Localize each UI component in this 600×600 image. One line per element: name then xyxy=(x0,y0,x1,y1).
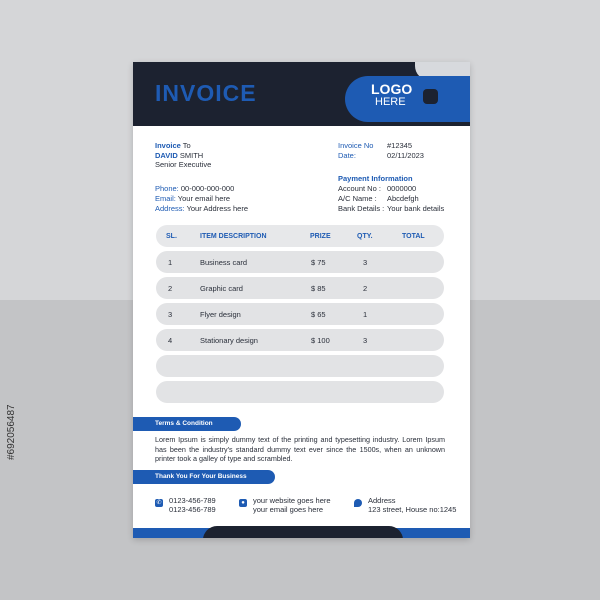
row-item: Flyer design xyxy=(200,310,241,319)
date-label: Date: xyxy=(338,151,356,160)
row-price: $ 65 xyxy=(311,310,326,319)
terms-title: Terms & Condition xyxy=(155,420,213,427)
stock-id: #692056487 xyxy=(6,404,17,460)
footer-website: your website goes here xyxy=(253,496,331,505)
row-qty: 3 xyxy=(363,336,368,345)
header-qty: QTY. xyxy=(357,233,373,240)
invoice-no-value: #12345 xyxy=(387,141,413,150)
terms-bar xyxy=(133,417,241,431)
phone-icon: ✆ xyxy=(156,500,162,506)
row-qty: 1 xyxy=(363,310,368,319)
invoice-sheet xyxy=(133,62,470,538)
date-value: 02/11/2023 xyxy=(387,151,424,160)
row-sl: 1 xyxy=(168,258,173,267)
address-row xyxy=(155,204,248,213)
invoice-to-rest: To xyxy=(180,141,191,150)
phone-row xyxy=(155,184,234,193)
row-price: $ 85 xyxy=(311,284,326,293)
footer-address: 123 street, House no:1245 xyxy=(368,505,457,514)
row-price: $ 100 xyxy=(311,336,330,345)
email-row xyxy=(155,194,230,203)
logo-subtext: HERE xyxy=(375,96,406,108)
client-first-name: DAVID xyxy=(155,151,178,160)
row-sl: 4 xyxy=(168,336,173,345)
table-row xyxy=(156,329,444,351)
footer-email: your email goes here xyxy=(253,505,324,514)
header-sl: SL. xyxy=(166,233,177,240)
location-icon xyxy=(354,499,362,507)
row-sl: 3 xyxy=(168,310,173,319)
account-no-value: 0000000 xyxy=(387,184,417,193)
bank-label: Bank Details : xyxy=(338,204,385,213)
invoice-title: INVOICE xyxy=(155,80,257,106)
client-last-name: SMITH xyxy=(177,151,204,160)
ac-name-label: A/C Name : xyxy=(338,194,377,203)
invoice-to-label xyxy=(155,141,191,150)
phone-label: Phone: xyxy=(155,184,179,193)
header-price: PRIZE xyxy=(310,233,331,240)
footer-phone-1: 0123-456-789 xyxy=(169,496,216,505)
footer-address-title: Address xyxy=(368,496,396,505)
footer-band xyxy=(203,526,403,538)
table-row xyxy=(156,251,444,273)
table-row-empty xyxy=(156,381,444,403)
invoice-to-bold: Invoice xyxy=(155,141,181,150)
email-label: Email: xyxy=(155,194,176,203)
address-label: Address: xyxy=(155,204,185,213)
bank-value: Your bank details xyxy=(387,204,445,213)
payment-title: Payment Information xyxy=(338,174,413,183)
client-name xyxy=(155,151,203,160)
row-sl: 2 xyxy=(168,284,173,293)
table-header xyxy=(156,225,444,247)
thanks-text: Thank You For Your Business xyxy=(155,473,247,480)
row-item: Business card xyxy=(200,258,248,267)
phone-value: 00-000-000-000 xyxy=(180,184,235,193)
row-price: $ 75 xyxy=(311,258,326,267)
header-total: TOTAL xyxy=(402,233,425,240)
thanks-bar xyxy=(133,470,275,484)
account-no-label: Account No : xyxy=(338,184,381,193)
terms-text: Lorem Ipsum is simply dummy text of the printing and typesetting industry. Lorem Ipsum has been the industry's standard dummy text ever since the 1500s, when an unknown printer took a galley of type and scrambled. xyxy=(155,435,445,464)
footer-phone-2: 0123-456-789 xyxy=(169,505,216,514)
table-row xyxy=(156,277,444,299)
address-value: Your Address here xyxy=(186,204,248,213)
row-item: Stationary design xyxy=(200,336,258,345)
row-qty: 2 xyxy=(363,284,368,293)
row-qty: 3 xyxy=(363,258,368,267)
table-row-empty xyxy=(156,355,444,377)
globe-icon: ● xyxy=(239,499,247,507)
invoice-no-label: Invoice No xyxy=(338,141,374,150)
row-item: Graphic card xyxy=(200,284,243,293)
logo-mark-icon xyxy=(423,89,438,104)
table-row xyxy=(156,303,444,325)
client-position: Senior Executive xyxy=(155,160,212,169)
ac-name-value: Abcdefgh xyxy=(387,194,419,203)
email-value: Your email here xyxy=(177,194,231,203)
header-item: ITEM DESCRIPTION xyxy=(200,233,267,240)
logo-text: LOGO xyxy=(371,81,413,97)
